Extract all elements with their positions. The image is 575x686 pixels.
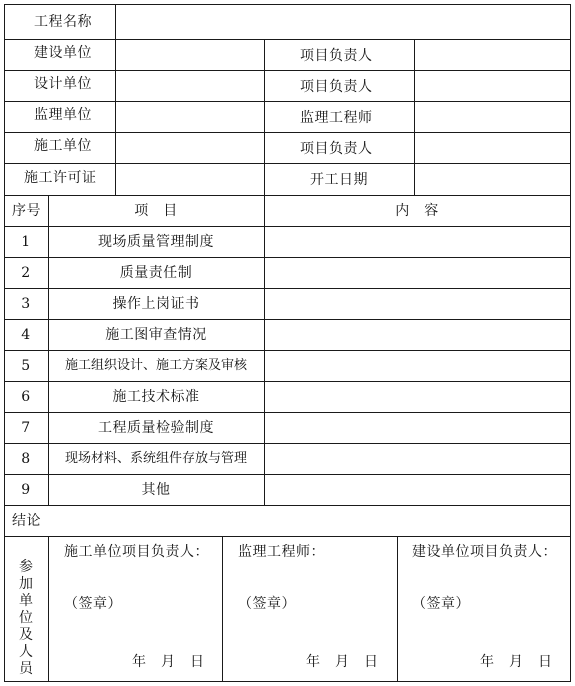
row-item: 现场质量管理制度 [98, 234, 214, 250]
supervising-engineer-label: 监理工程师 [300, 110, 373, 126]
construction-unit-label: 建设单位 [34, 45, 92, 61]
column-header-item: 项 目 [134, 203, 178, 219]
line [4, 4, 5, 682]
supervisor-date-label: 年 月 日 [306, 654, 379, 670]
line [4, 474, 571, 475]
row-number: 8 [21, 451, 31, 467]
supervisor-signoff-title: 监理工程师： [238, 544, 325, 560]
quality-inspection-form [4, 4, 571, 682]
row-item: 质量责任制 [119, 265, 193, 281]
design-unit-label: 设计单位 [34, 76, 92, 92]
line [222, 536, 223, 682]
column-header-no: 序号 [12, 203, 41, 219]
row-number: 7 [21, 420, 31, 436]
row-number: 2 [21, 265, 31, 281]
builder-signoff-title: 施工单位项目负责人： [64, 544, 209, 560]
row-number: 6 [21, 389, 31, 405]
line [4, 70, 571, 71]
line [264, 195, 265, 506]
construction-project-leader-label: 项目负责人 [300, 48, 373, 64]
builder-unit-label: 施工单位 [34, 138, 92, 154]
participants-label: 参加单位及人员 [19, 559, 34, 677]
line [397, 536, 398, 682]
row-item: 现场材料、系统组件存放与管理 [64, 451, 247, 466]
row-item: 施工图审查情况 [105, 327, 207, 343]
line [4, 4, 571, 5]
row-item: 工程质量检验制度 [98, 420, 214, 436]
line [414, 39, 415, 195]
column-header-content: 内 容 [395, 203, 439, 219]
line [264, 39, 265, 195]
owner-date-label: 年 月 日 [480, 654, 553, 670]
line [4, 195, 571, 196]
line [4, 101, 571, 102]
line [4, 505, 571, 506]
supervision-unit-label: 监理单位 [34, 107, 92, 123]
row-item: 操作上岗证书 [112, 296, 200, 312]
project-name-label: 工程名称 [34, 14, 92, 30]
line [4, 381, 571, 382]
line [4, 163, 571, 164]
row-item: 其他 [141, 482, 171, 498]
conclusion-label: 结论 [12, 513, 41, 529]
row-number: 4 [21, 327, 31, 343]
builder-project-leader-label: 项目负责人 [300, 141, 373, 157]
line [4, 681, 571, 682]
row-number: 9 [21, 482, 31, 498]
row-item: 施工技术标准 [112, 389, 200, 405]
line [4, 412, 571, 413]
row-number: 1 [21, 234, 31, 250]
owner-seal-label: （签章） [412, 596, 470, 612]
start-date-label: 开工日期 [310, 172, 368, 188]
owner-signoff-title: 建设单位项目负责人： [412, 544, 557, 560]
row-number: 3 [21, 296, 31, 312]
row-number: 5 [21, 358, 31, 374]
row-item: 施工组织设计、施工方案及审核 [64, 358, 247, 373]
line [115, 4, 116, 195]
line [4, 257, 571, 258]
line [4, 132, 571, 133]
design-project-leader-label: 项目负责人 [300, 79, 373, 95]
line [4, 288, 571, 289]
line [4, 536, 571, 537]
supervisor-seal-label: （签章） [238, 596, 296, 612]
line [4, 39, 571, 40]
line [4, 226, 571, 227]
line [4, 319, 571, 320]
line [570, 4, 571, 682]
line [48, 536, 49, 682]
builder-seal-label: （签章） [64, 596, 122, 612]
builder-date-label: 年 月 日 [132, 654, 205, 670]
line [4, 350, 571, 351]
line [4, 443, 571, 444]
permit-label: 施工许可证 [24, 170, 97, 186]
